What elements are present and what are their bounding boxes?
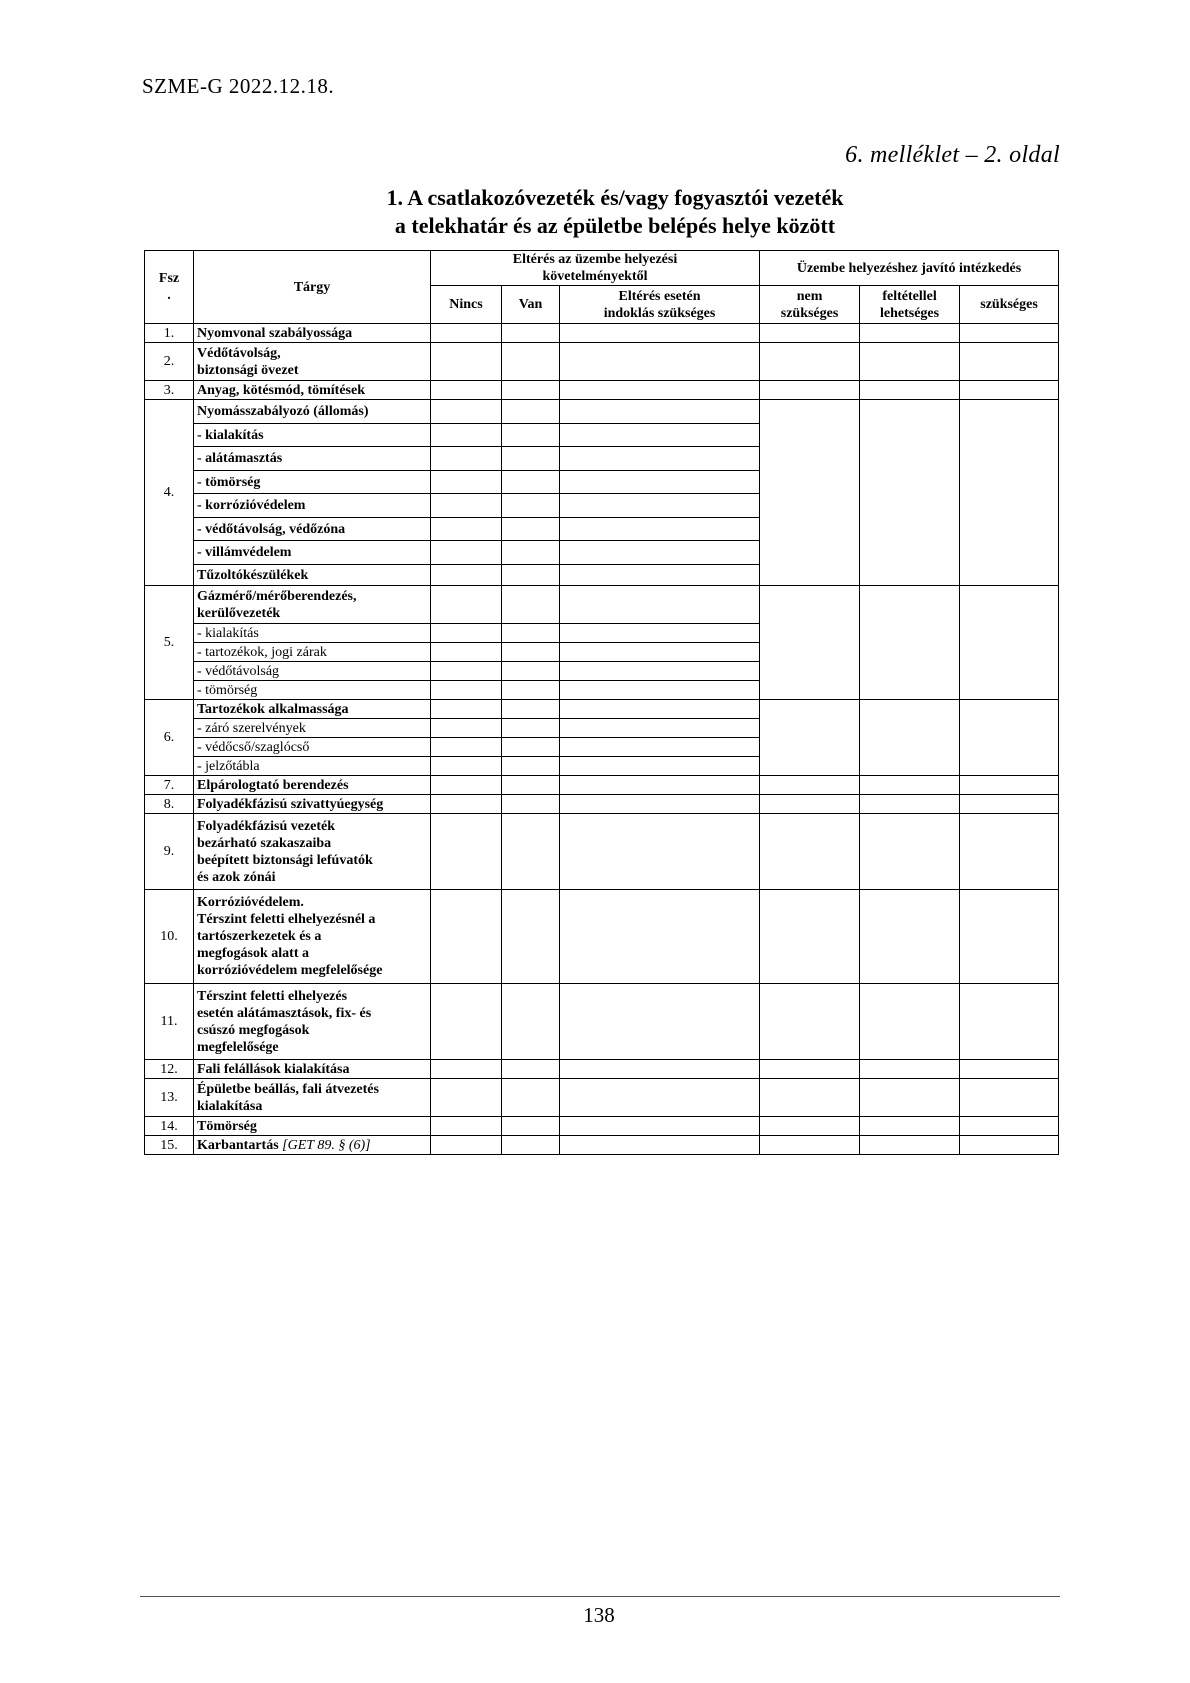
row-subject-line: Gázmérő/mérőberendezés, [197, 588, 357, 604]
table-row [145, 890, 1059, 984]
row-subject-line: tartószerkezetek és a [197, 929, 322, 944]
row-subject-line: Épületbe beállás, fali átvezetés [197, 1081, 379, 1097]
row-subject-line: kerülővezeték [197, 605, 281, 621]
row-number: 9. [145, 814, 194, 890]
table-row [145, 1079, 1059, 1117]
header-feltetellel-line2: lehetséges [879, 305, 940, 321]
header-elteres-line2: követelményektől [542, 269, 648, 284]
row-number: 3. [145, 381, 194, 400]
row-subject-line: Folyadékfázisú vezeték [197, 818, 336, 834]
table-row [145, 1117, 1059, 1136]
row-subject [194, 1136, 431, 1155]
table-row [145, 795, 1059, 814]
row-subject [194, 586, 431, 624]
header-nem-line2: szükséges [780, 305, 839, 321]
table-row [145, 814, 1059, 890]
header-fsz [145, 251, 194, 324]
row-subject: Nyomvonal szabályossága [194, 324, 431, 343]
row-subject: - villámvédelem [194, 541, 431, 565]
annex-page-label: 6. melléklet – 2. oldal [845, 142, 1060, 168]
row-subject: Tartozékok alkalmassága [194, 700, 431, 719]
header-indoklas-line2: indoklás szükséges [603, 305, 716, 321]
row-subject: - védőcső/szaglócső [194, 738, 431, 757]
row-subject-line: bezárható szakaszaiba [197, 835, 332, 851]
row-subject: - kialakítás [194, 424, 431, 447]
row-subject: Anyag, kötésmód, tömítések [194, 381, 431, 400]
row-subject: - jelzőtábla [194, 757, 431, 776]
header-nem-szukseges [760, 286, 860, 324]
row-number: 6. [145, 700, 194, 776]
row-subject [194, 343, 431, 381]
row-number: 11. [145, 984, 194, 1060]
header-javito-group: Üzembe helyezéshez javító intézkedés [760, 251, 1059, 286]
header-fsz-line2: . [167, 288, 171, 303]
row-subject: - védőtávolság, védőzóna [194, 518, 431, 541]
header-van: Van [502, 286, 560, 324]
row-subject-line: megfelelősége [197, 1039, 279, 1055]
row-subject: - tömörség [194, 681, 431, 700]
table-row [145, 400, 1059, 424]
header-indoklas [560, 286, 760, 324]
header-targy: Tárgy [194, 251, 431, 324]
table-header-row [145, 251, 1059, 286]
table-row [145, 1060, 1059, 1079]
row-subject [194, 984, 431, 1060]
row-subject [194, 400, 431, 424]
row-subject: Folyadékfázisú szivattyúegység [194, 795, 431, 814]
row-number: 14. [145, 1117, 194, 1136]
row-subject: Fali felállások kialakítása [194, 1060, 431, 1079]
row-subject-line: korrózióvédelem megfelelősége [197, 963, 383, 978]
row-subject: - korrózióvédelem [194, 494, 431, 518]
table-row [145, 343, 1059, 381]
row-subject: - záró szerelvények [194, 719, 431, 738]
row-subject-line: csúszó megfogások [197, 1022, 310, 1038]
row-number: 2. [145, 343, 194, 381]
row-subject: - védőtávolság [194, 662, 431, 681]
document-code: SZME-G 2022.12.18. [142, 74, 335, 98]
row-subject [194, 814, 431, 890]
row-subject [194, 1079, 431, 1117]
row-number: 1. [145, 324, 194, 343]
row-subject-line: és azok zónái [197, 869, 276, 885]
table-row [145, 1136, 1059, 1155]
table-row [145, 984, 1059, 1060]
page-number: 138 [583, 1603, 615, 1627]
row-subject-line: beépített biztonsági lefúvatók [197, 852, 373, 868]
row-number: 15. [145, 1136, 194, 1155]
section-title [0, 184, 1190, 240]
legal-reference: [GET 89. § (6)] [282, 1137, 371, 1153]
row-number: 4. [145, 400, 194, 586]
row-subject-line: Térszint feletti elhelyezésnél a [197, 912, 376, 927]
row-number: 13. [145, 1079, 194, 1117]
row-subject: - kialakítás [194, 624, 431, 643]
header-feltetellel [860, 286, 960, 324]
row-number: 7. [145, 776, 194, 795]
header-nem-line1: nem [796, 288, 823, 304]
row-subject: Elpárologtató berendezés [194, 776, 431, 795]
header-elteres-group [431, 251, 760, 286]
title-line-1: 1. A csatlakozóvezeték és/vagy fogyasztói vezeték [386, 185, 844, 210]
row-subject-text: Tűzoltókészülékek [197, 567, 309, 583]
header-feltetellel-line1: feltétellel [882, 288, 937, 304]
row-subject-text: Karbantartás [197, 1137, 279, 1153]
header-elteres-line1: Eltérés az üzembe helyezési [512, 252, 678, 267]
row-subject: Tömörség [194, 1117, 431, 1136]
row-subject-line: esetén alátámasztások, fix- és [197, 1005, 372, 1021]
row-subject-line: Térszint feletti elhelyezés [197, 988, 348, 1004]
row-number: 5. [145, 586, 194, 700]
row-subject [194, 565, 431, 586]
row-subject [194, 890, 431, 984]
row-subject-line: kialakítása [197, 1098, 263, 1114]
row-number: 12. [145, 1060, 194, 1079]
table-row [145, 324, 1059, 343]
table-row [145, 381, 1059, 400]
row-subject: - tartozékok, jogi zárak [194, 643, 431, 662]
row-number: 8. [145, 795, 194, 814]
header-szukseges: szükséges [960, 286, 1059, 324]
row-subject-line: Védőtávolság, [197, 345, 281, 361]
header-nincs: Nincs [431, 286, 502, 324]
table-row [145, 586, 1059, 624]
row-subject: - tömörség [194, 471, 431, 494]
footer-divider [140, 1596, 1060, 1597]
row-subject-line: biztonsági övezet [197, 362, 299, 378]
title-line-2: a telekhatár és az épületbe belépés helye között [394, 213, 836, 238]
table-row [145, 776, 1059, 795]
row-subject: - alátámasztás [194, 447, 431, 471]
table-row [145, 700, 1059, 719]
row-subject-text: Nyomásszabályozó (állomás) [197, 404, 369, 419]
header-fsz-line1: Fsz [158, 271, 180, 286]
header-indoklas-line1: Eltérés esetén [618, 288, 701, 304]
inspection-table [144, 250, 1059, 1155]
row-subject-line: megfogások alatt a [197, 946, 309, 961]
row-number: 10. [145, 890, 194, 984]
row-subject-line: Korrózióvédelem. [197, 895, 304, 910]
